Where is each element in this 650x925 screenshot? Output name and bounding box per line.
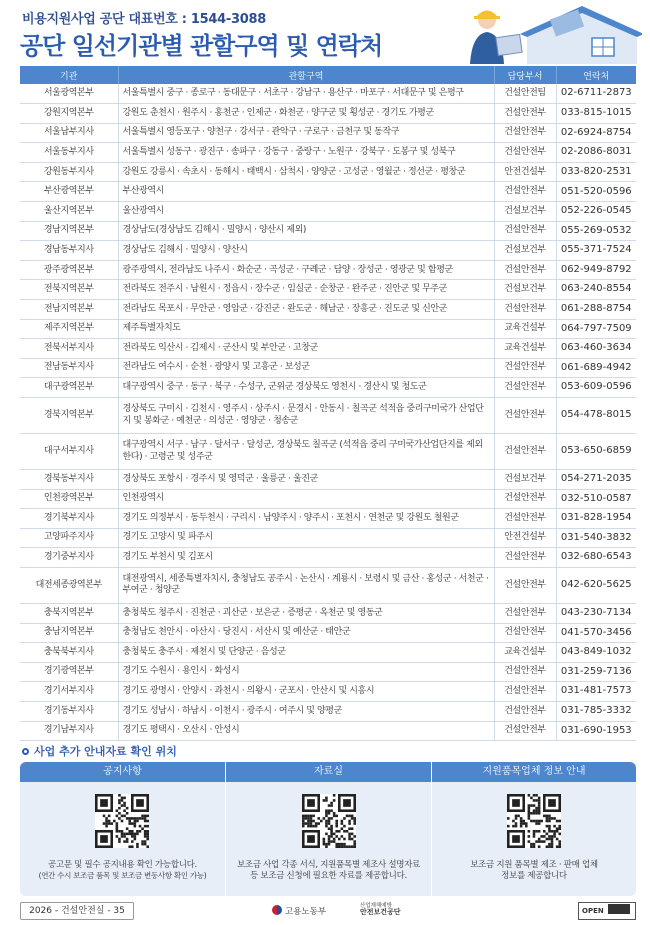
page-header xyxy=(0,0,650,64)
cell-dept: 건설안전부 xyxy=(494,221,556,241)
table-row xyxy=(20,701,636,721)
cell-org: 경남동부지사 xyxy=(20,241,118,261)
cell-area: 경기도 의정부시 · 동두천시 · 구리시 · 남양주시 · 양주시 · 포천시 · 연천군 및 강원도 철원군 xyxy=(118,509,494,529)
cell-area: 광주광역시, 전라남도 나주시 · 화순군 · 곡성군 · 구례군 · 담양 · 장성군 · 영광군 및 함평군 xyxy=(118,260,494,280)
agency-logo: 산업재해예방 안전보건공단 xyxy=(360,903,401,917)
cell-area: 경기도 고양시 및 파주시 xyxy=(118,528,494,548)
cell-area: 충청남도 천안시 · 아산시 · 당진시 · 서산시 및 예산군 · 태안군 xyxy=(118,623,494,643)
cell-phone: 031-690-1953 xyxy=(556,721,636,741)
cell-area: 서울특별시 영등포구 · 양천구 · 강서구 · 관악구 · 구로구 · 금천구 및 동작구 xyxy=(118,123,494,143)
cell-org: 강원동부지사 xyxy=(20,162,118,182)
cell-dept: 건설안전부 xyxy=(494,623,556,643)
table-row xyxy=(20,489,636,509)
cell-dept: 건설안전부 xyxy=(494,567,556,603)
cell-org: 울산지역본부 xyxy=(20,202,118,222)
cell-phone: 062-949-8792 xyxy=(556,260,636,280)
cell-area: 대구광역시 중구 · 동구 · 북구 · 수성구, 군위군 경상북도 영천시 · 경산시 및 청도군 xyxy=(118,378,494,398)
cell-org: 경기동부지사 xyxy=(20,701,118,721)
cell-dept: 건설안전부 xyxy=(494,682,556,702)
cell-phone: 055-371-7524 xyxy=(556,241,636,261)
cell-org: 제주지역본부 xyxy=(20,319,118,339)
cell-phone: 051-520-0596 xyxy=(556,182,636,202)
table-row xyxy=(20,104,636,124)
table-row xyxy=(20,603,636,623)
cell-area: 제주특별자치도 xyxy=(118,319,494,339)
cell-org: 충남지역본부 xyxy=(20,623,118,643)
cell-phone: 064-797-7509 xyxy=(556,319,636,339)
ministry-logo: 고용노동부 xyxy=(272,905,326,917)
cell-org: 전남지역본부 xyxy=(20,300,118,320)
cell-org: 경기광역본부 xyxy=(20,662,118,682)
table-row xyxy=(20,202,636,222)
cell-phone: 061-689-4942 xyxy=(556,358,636,378)
cell-dept: 건설안전부 xyxy=(494,358,556,378)
page-footer xyxy=(20,902,636,922)
cell-org: 대전세종광역본부 xyxy=(20,567,118,603)
cell-phone: 032-510-0587 xyxy=(556,489,636,509)
cell-org: 서울광역본부 xyxy=(20,84,118,104)
cell-phone: 054-271-2035 xyxy=(556,470,636,490)
cell-dept: 건설보건부 xyxy=(494,470,556,490)
cell-dept: 건설보건부 xyxy=(494,280,556,300)
cell-area: 강원도 춘천시 · 원주시 · 홍천군 · 인제군 · 화천군 · 양구군 및 횡성군 · 경기도 가평군 xyxy=(118,104,494,124)
cell-phone: 054-478-8015 xyxy=(556,398,636,434)
cell-dept: 건설안전부 xyxy=(494,300,556,320)
cell-area: 경상북도 구미시 · 김천시 · 영주시 · 상주시 · 문경시 · 안동시 · 칠곡군 석적읍 중리구미국가 산업단지 및 봉화군 · 예천군 · 의성군 · 영양군 · 청송군 xyxy=(118,398,494,434)
cell-org: 전북지역본부 xyxy=(20,280,118,300)
header-phone: 연락처 xyxy=(556,66,636,84)
cell-dept: 건설안전부 xyxy=(494,143,556,163)
resource-title: 공지사항 xyxy=(20,762,225,782)
cell-area: 서울특별시 성동구 · 광진구 · 송파구 · 강동구 · 중랑구 · 노원구 · 강북구 · 도봉구 및 성북구 xyxy=(118,143,494,163)
cell-org: 경기남부지사 xyxy=(20,721,118,741)
table-row xyxy=(20,358,636,378)
cell-org: 서울남부지사 xyxy=(20,123,118,143)
cell-dept: 건설안전부 xyxy=(494,662,556,682)
cell-org: 전북서부지사 xyxy=(20,339,118,359)
cell-phone: 031-828-1954 xyxy=(556,509,636,529)
cell-phone: 033-815-1015 xyxy=(556,104,636,124)
cell-dept: 건설안전부 xyxy=(494,398,556,434)
cell-phone: 031-259-7136 xyxy=(556,662,636,682)
page-title: 공단 일선기관별 관할구역 및 연락처 xyxy=(20,32,383,60)
cell-org: 인천광역본부 xyxy=(20,489,118,509)
cell-area: 경기도 수원시 · 용인시 · 화성시 xyxy=(118,662,494,682)
resource-desc: 보조금 지원 품목별 제조 · 판매 업체 정보를 제공합니다 xyxy=(470,860,598,882)
table-row xyxy=(20,434,636,470)
resource-title: 지원품목업체 정보 안내 xyxy=(432,762,636,782)
table-row xyxy=(20,123,636,143)
cell-phone: 053-650-6859 xyxy=(556,434,636,470)
table-row xyxy=(20,339,636,359)
cell-area: 경기도 광명시 · 안양시 · 과천시 · 의왕시 · 군포시 · 안산시 및 시흥시 xyxy=(118,682,494,702)
cell-area: 대구광역시 서구 · 남구 · 달서구 · 달성군, 경상북도 칠곡군 (석적읍 중리 구미국가산업단지를 제외한다) · 고령군 및 성주군 xyxy=(118,434,494,470)
cell-area: 경기도 평택시 · 오산시 · 안성시 xyxy=(118,721,494,741)
cell-area: 서울특별시 중구 · 종로구 · 동대문구 · 서초구 · 강남구 · 용산구 · 마포구 · 서대문구 및 은평구 xyxy=(118,84,494,104)
cell-phone: 031-785-3332 xyxy=(556,701,636,721)
cell-org: 경남지역본부 xyxy=(20,221,118,241)
license-icons xyxy=(608,904,630,914)
cell-dept: 교육건설부 xyxy=(494,319,556,339)
cell-org: 경기북부지사 xyxy=(20,509,118,529)
cell-dept: 안전건설부 xyxy=(494,162,556,182)
cell-dept: 교육건설부 xyxy=(494,643,556,663)
cell-area: 전라남도 여수시 · 순천 · 광양시 및 고흥군 · 보성군 xyxy=(118,358,494,378)
cell-area: 전라북도 익산시 · 김제시 · 군산시 및 부안군 · 고창군 xyxy=(118,339,494,359)
cell-dept: 건설안전팀 xyxy=(494,84,556,104)
qr-code-icon[interactable] xyxy=(302,794,356,848)
cell-phone: 042-620-5625 xyxy=(556,567,636,603)
cell-area: 경상남도 김해시 · 밀양시 · 양산시 xyxy=(118,241,494,261)
table-row xyxy=(20,143,636,163)
cell-area: 경기도 부천시 및 김포시 xyxy=(118,548,494,568)
cell-phone: 061-288-8754 xyxy=(556,300,636,320)
table-row xyxy=(20,182,636,202)
cell-phone: 053-609-0596 xyxy=(556,378,636,398)
table-header-row xyxy=(20,66,636,84)
cell-phone: 02-6711-2873 xyxy=(556,84,636,104)
table-row xyxy=(20,721,636,741)
hotline-subtitle: 비용지원사업 공단 대표번호 : 1544-3088 xyxy=(22,12,266,27)
open-license-badge: OPEN xyxy=(578,902,636,920)
cell-org: 고양파주지사 xyxy=(20,528,118,548)
header-area: 관할구역 xyxy=(118,66,494,84)
cell-phone: 043-230-7134 xyxy=(556,603,636,623)
table-row xyxy=(20,662,636,682)
cell-dept: 안전건설부 xyxy=(494,528,556,548)
header-dept: 담당부서 xyxy=(494,66,556,84)
cell-org: 경기중부지사 xyxy=(20,548,118,568)
cell-dept: 건설안전부 xyxy=(494,104,556,124)
cell-area: 부산광역시 xyxy=(118,182,494,202)
cell-phone: 02-6924-8754 xyxy=(556,123,636,143)
resource-desc: 보조금 사업 각종 서식, 지원품목별 제조사 설명자료 등 보조금 신청에 필요한 자료를 제공합니다. xyxy=(237,860,420,882)
resource-vendors xyxy=(431,762,636,896)
cell-phone: 063-460-3634 xyxy=(556,339,636,359)
cell-dept: 건설보건부 xyxy=(494,241,556,261)
cell-phone: 031-540-3832 xyxy=(556,528,636,548)
resources-section-title: 사업 추가 안내자료 확인 위치 xyxy=(22,743,177,759)
cell-dept: 건설안전부 xyxy=(494,489,556,509)
table-row xyxy=(20,162,636,182)
table-row xyxy=(20,398,636,434)
cell-phone: 02-2086-8031 xyxy=(556,143,636,163)
resource-library xyxy=(225,762,431,896)
cell-area: 인천광역시 xyxy=(118,489,494,509)
cell-phone: 052-226-0545 xyxy=(556,202,636,222)
table-row xyxy=(20,548,636,568)
table-row xyxy=(20,509,636,529)
table-row xyxy=(20,319,636,339)
table-row xyxy=(20,300,636,320)
cell-dept: 교육건설부 xyxy=(494,339,556,359)
table-row xyxy=(20,682,636,702)
cell-phone: 043-849-1032 xyxy=(556,643,636,663)
page-number: 2026 - 건설안전실 - 35 xyxy=(20,902,134,920)
cell-dept: 건설안전부 xyxy=(494,509,556,529)
table-row xyxy=(20,378,636,398)
cell-area: 전라북도 전주시 · 남원시 · 정읍시 · 장수군 · 임실군 · 순창군 · 완주군 · 진안군 및 무주군 xyxy=(118,280,494,300)
cell-phone: 031-481-7573 xyxy=(556,682,636,702)
cell-org: 대구서부지사 xyxy=(20,434,118,470)
table-row xyxy=(20,528,636,548)
resources-panel xyxy=(20,762,636,896)
table-row xyxy=(20,643,636,663)
header-org: 기관 xyxy=(20,66,118,84)
cell-phone: 041-570-3456 xyxy=(556,623,636,643)
cell-dept: 건설안전부 xyxy=(494,378,556,398)
cell-org: 대구광역본부 xyxy=(20,378,118,398)
cell-phone: 055-269-0532 xyxy=(556,221,636,241)
cell-org: 부산광역본부 xyxy=(20,182,118,202)
qr-code-icon[interactable] xyxy=(507,794,561,848)
cell-dept: 건설안전부 xyxy=(494,260,556,280)
cell-area: 전라남도 목포시 · 무안군 · 영암군 · 강진군 · 완도군 · 해남군 · 장흥군 · 진도군 및 신안군 xyxy=(118,300,494,320)
cell-dept: 건설안전부 xyxy=(494,123,556,143)
table-row xyxy=(20,241,636,261)
cell-area: 충청북도 청주시 · 진천군 · 괴산군 · 보은군 · 증평군 · 옥천군 및 영동군 xyxy=(118,603,494,623)
resource-desc: 공고문 및 필수 공지내용 확인 가능합니다. (연간 수시 보조금 품목 및 보조금 변동사항 확인 가능) xyxy=(38,860,207,881)
cell-dept: 건설안전부 xyxy=(494,701,556,721)
cell-phone: 063-240-8554 xyxy=(556,280,636,300)
cell-area: 충청북도 충주시 · 제천시 및 단양군 · 음성군 xyxy=(118,643,494,663)
cell-org: 광주광역본부 xyxy=(20,260,118,280)
cell-area: 경상남도(경상남도 김해시 · 밀양시 · 양산시 제외) xyxy=(118,221,494,241)
cell-org: 강원지역본부 xyxy=(20,104,118,124)
cell-dept: 건설안전부 xyxy=(494,434,556,470)
cell-org: 충북지역본부 xyxy=(20,603,118,623)
cell-dept: 건설안전부 xyxy=(494,548,556,568)
qr-code-icon[interactable] xyxy=(95,794,149,848)
ministry-emblem-icon xyxy=(272,905,282,915)
table-row xyxy=(20,84,636,104)
cell-dept: 건설안전부 xyxy=(494,603,556,623)
cell-dept: 건설안전부 xyxy=(494,182,556,202)
resource-notices xyxy=(20,762,225,896)
resource-title: 자료실 xyxy=(226,762,431,782)
cell-dept: 건설보건부 xyxy=(494,202,556,222)
cell-org: 경기서부지사 xyxy=(20,682,118,702)
cell-org: 전남동부지사 xyxy=(20,358,118,378)
cell-area: 울산광역시 xyxy=(118,202,494,222)
table-row xyxy=(20,260,636,280)
cell-org: 경북동부지사 xyxy=(20,470,118,490)
table-row xyxy=(20,280,636,300)
cell-area: 강원도 강릉시 · 속초시 · 동해시 · 태백시 · 삼척시 · 양양군 · 고성군 · 영월군 · 정선군 · 평창군 xyxy=(118,162,494,182)
table-row xyxy=(20,623,636,643)
cell-phone: 032-680-6543 xyxy=(556,548,636,568)
cell-phone: 033-820-2531 xyxy=(556,162,636,182)
cell-org: 서울동부지사 xyxy=(20,143,118,163)
cell-org: 경북지역본부 xyxy=(20,398,118,434)
section-bullet-icon xyxy=(22,748,29,755)
cell-area: 경기도 성남시 · 하남시 · 이천시 · 광주시 · 여주시 및 양평군 xyxy=(118,701,494,721)
table-row xyxy=(20,470,636,490)
cell-dept: 건설안전부 xyxy=(494,721,556,741)
table-row xyxy=(20,567,636,603)
table-row xyxy=(20,221,636,241)
cell-area: 경상북도 포항시 · 경주시 및 영덕군 · 울릉군 · 울진군 xyxy=(118,470,494,490)
cell-area: 대전광역시, 세종특별자치시, 충청남도 공주시 · 논산시 · 계룡시 · 보령시 및 금산 · 홍성군 · 서천군 · 부여군 · 청양군 xyxy=(118,567,494,603)
cell-org: 충북북부지사 xyxy=(20,643,118,663)
jurisdiction-table xyxy=(20,66,636,741)
worker-house-illustration xyxy=(432,2,642,64)
